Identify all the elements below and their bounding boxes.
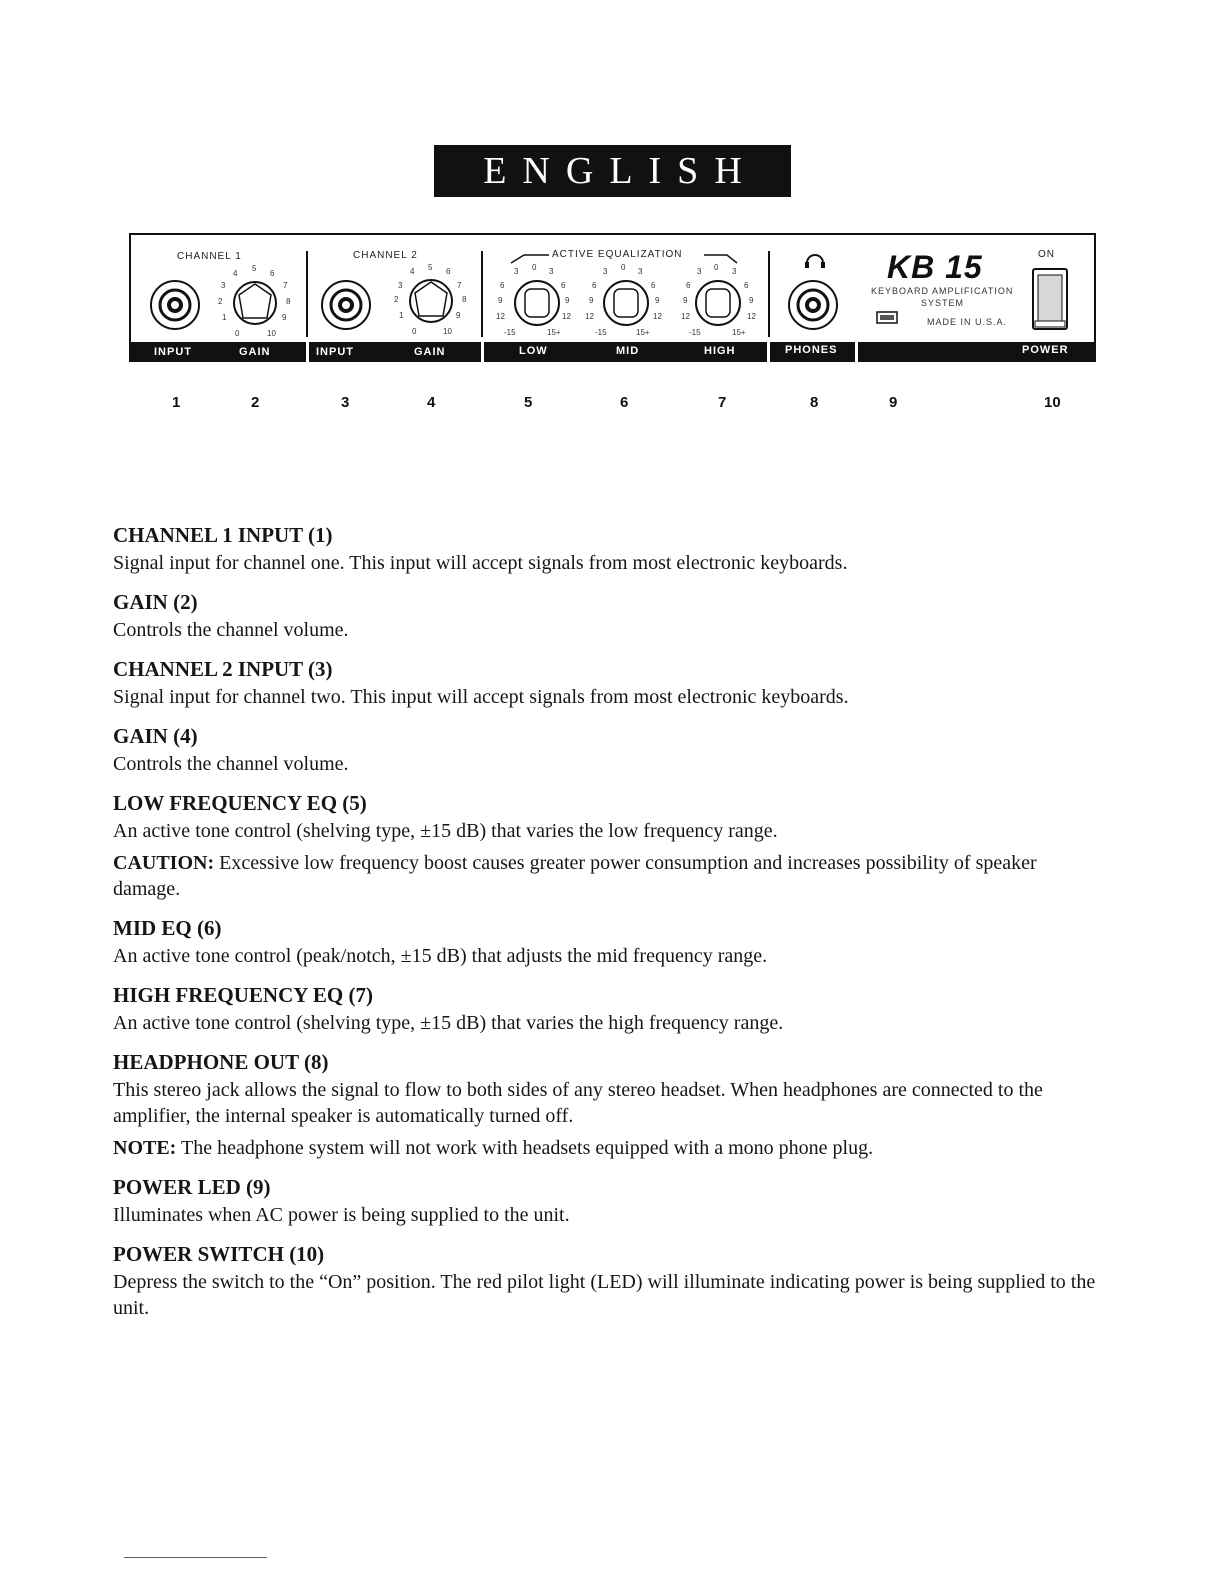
callout-number: 9	[889, 394, 898, 411]
gain1-label: GAIN	[239, 346, 271, 358]
mid-label: MID	[616, 345, 640, 357]
page-title: ENGLISH	[434, 145, 791, 197]
eq-tick: 3	[697, 267, 702, 276]
phones-label: PHONES	[785, 344, 838, 356]
section-heading: HEADPHONE OUT (8)	[113, 1050, 329, 1074]
section-heading: POWER LED (9)	[113, 1175, 271, 1199]
section-body: Signal input for channel two. This input will accept signals from most electronic keyboards.	[113, 686, 849, 708]
eq-tick: 9	[683, 296, 688, 305]
eq-tick: -15	[689, 328, 701, 337]
channel1-label: CHANNEL 1	[177, 251, 242, 262]
gain-tick: 8	[286, 297, 291, 306]
section-body: Controls the channel volume.	[113, 619, 349, 641]
gain-tick: 8	[462, 295, 467, 304]
section-note	[113, 1135, 1108, 1161]
channel2-gain-knob	[410, 280, 452, 322]
callout-number: 3	[341, 394, 350, 411]
eq-tick: 3	[732, 267, 737, 276]
eq-tick: 12	[496, 312, 505, 321]
channel2-label: CHANNEL 2	[353, 250, 418, 261]
callout-number: 6	[620, 394, 629, 411]
footer-rule	[124, 1557, 267, 1558]
section-heading: GAIN (2)	[113, 590, 198, 614]
section-channel2-input	[113, 657, 1108, 710]
brand-line2: SYSTEM	[921, 298, 965, 308]
eq-tick: 3	[514, 267, 519, 276]
section-low-eq	[113, 791, 1108, 902]
section-mid-eq	[113, 916, 1108, 969]
section-body: Signal input for channel one. This input will accept signals from most electronic keyboards.	[113, 552, 848, 574]
gain-tick: 3	[221, 281, 226, 290]
eq-tick: 9	[565, 296, 570, 305]
gain-tick: 7	[283, 281, 288, 290]
section-gain-4	[113, 724, 1108, 777]
section-heading: CHANNEL 2 INPUT (3)	[113, 657, 333, 681]
channel1-gain-knob	[234, 282, 276, 324]
callout-number: 1	[172, 394, 181, 411]
gain-tick: 0	[412, 327, 417, 336]
section-heading: LOW FREQUENCY EQ (5)	[113, 791, 367, 815]
gain-tick: 4	[233, 269, 238, 278]
section-heading: MID EQ (6)	[113, 916, 222, 940]
mid-eq-knob	[604, 281, 648, 325]
gain-tick: 4	[410, 267, 415, 276]
eq-tick: 6	[651, 281, 656, 290]
gain-tick: 6	[446, 267, 451, 276]
eq-tick: 9	[749, 296, 754, 305]
section-high-eq	[113, 983, 1108, 1036]
input2-label: INPUT	[316, 346, 354, 358]
active-eq-label: ACTIVE EQUALIZATION	[552, 249, 683, 260]
low-label: LOW	[519, 345, 548, 357]
eq-tick: 9	[655, 296, 660, 305]
high-eq-knob	[696, 281, 740, 325]
gain-tick: 10	[443, 327, 452, 336]
eq-tick: 0	[621, 263, 626, 272]
eq-tick: 12	[585, 312, 594, 321]
eq-tick: 6	[500, 281, 505, 290]
section-body: An active tone control (peak/notch, ±15 dB) that adjusts the mid frequency range.	[113, 945, 768, 967]
eq-tick: 6	[561, 281, 566, 290]
power-label: POWER	[1022, 344, 1069, 356]
section-power-led	[113, 1175, 1108, 1228]
eq-tick: 15+	[732, 328, 746, 337]
gain-tick: 7	[457, 281, 462, 290]
section-channel1-input	[113, 523, 1108, 576]
eq-tick: 3	[603, 267, 608, 276]
eq-tick: 0	[532, 263, 537, 272]
eq-tick: -15	[595, 328, 607, 337]
section-power-switch	[113, 1242, 1108, 1321]
section-headphone-out	[113, 1050, 1108, 1161]
eq-tick: 6	[744, 281, 749, 290]
gain-tick: 1	[399, 311, 404, 320]
section-body: An active tone control (shelving type, ±15 dB) that varies the low frequency range.	[113, 820, 778, 842]
eq-tick: 9	[589, 296, 594, 305]
power-led	[877, 312, 897, 323]
note-text: The headphone system will not work with headsets equipped with a mono phone plug.	[180, 1137, 874, 1159]
high-label: HIGH	[704, 345, 736, 357]
gain2-label: GAIN	[414, 346, 446, 358]
brand-line1: KEYBOARD AMPLIFICATION	[871, 286, 1014, 296]
eq-tick: 9	[498, 296, 503, 305]
power-switch	[1033, 269, 1067, 329]
gain-tick: 1	[222, 313, 227, 322]
phones-jack	[789, 281, 837, 329]
control-panel-diagram	[129, 233, 1096, 363]
gain-tick: 5	[428, 263, 433, 272]
gain-tick: 2	[394, 295, 399, 304]
eq-tick: 6	[686, 281, 691, 290]
description-list	[113, 523, 1108, 1335]
eq-tick: 6	[592, 281, 597, 290]
gain-tick: 5	[252, 264, 257, 273]
section-heading: HIGH FREQUENCY EQ (7)	[113, 983, 373, 1007]
eq-tick: 3	[549, 267, 554, 276]
gain-tick: 6	[270, 269, 275, 278]
eq-tick: 15+	[547, 328, 561, 337]
note-label: CAUTION:	[113, 852, 215, 874]
low-eq-knob	[515, 281, 559, 325]
callout-number: 8	[810, 394, 819, 411]
gain-tick: 10	[267, 329, 276, 338]
note-text: Excessive low frequency boost causes greater power consumption and increases possibility of speaker damage.	[113, 852, 1037, 900]
section-body: This stereo jack allows the signal to flow to both sides of any stereo headset. When headphones are connected to the amplifier, the internal speaker is automatically turned off.	[113, 1079, 1043, 1127]
callout-number: 7	[718, 394, 727, 411]
eq-tick: -15	[504, 328, 516, 337]
headphones-icon	[805, 255, 825, 268]
channel2-input-jack	[322, 281, 370, 329]
section-body: An active tone control (shelving type, ±15 dB) that varies the high frequency range.	[113, 1012, 784, 1034]
gain-tick: 3	[398, 281, 403, 290]
eq-tick: 15+	[636, 328, 650, 337]
section-heading: CHANNEL 1 INPUT (1)	[113, 523, 333, 547]
callout-number: 5	[524, 394, 533, 411]
gain-tick: 9	[282, 313, 287, 322]
made-in-label: MADE IN U.S.A.	[927, 317, 1008, 327]
section-heading: GAIN (4)	[113, 724, 198, 748]
eq-tick: 12	[562, 312, 571, 321]
callout-number: 10	[1044, 394, 1061, 411]
section-note	[113, 850, 1108, 902]
channel1-input-jack	[151, 281, 199, 329]
eq-tick: 3	[638, 267, 643, 276]
note-label: NOTE:	[113, 1137, 177, 1159]
on-label: ON	[1038, 249, 1055, 260]
section-heading: POWER SWITCH (10)	[113, 1242, 325, 1266]
eq-tick: 12	[747, 312, 756, 321]
eq-tick: 12	[653, 312, 662, 321]
eq-tick: 0	[714, 263, 719, 272]
input1-label: INPUT	[154, 346, 192, 358]
callout-number: 2	[251, 394, 260, 411]
callout-number: 4	[427, 394, 436, 411]
gain-tick: 9	[456, 311, 461, 320]
section-body: Controls the channel volume.	[113, 753, 349, 775]
gain-tick: 2	[218, 297, 223, 306]
section-body: Illuminates when AC power is being supplied to the unit.	[113, 1204, 570, 1226]
brand-model: KB 15	[887, 249, 983, 285]
section-gain-2	[113, 590, 1108, 643]
eq-tick: 12	[681, 312, 690, 321]
label-bar	[129, 342, 1096, 362]
section-body: Depress the switch to the “On” position. The red pilot light (LED) will illuminate indicating power is being supplied to the unit.	[113, 1271, 1096, 1319]
gain-tick: 0	[235, 329, 240, 338]
